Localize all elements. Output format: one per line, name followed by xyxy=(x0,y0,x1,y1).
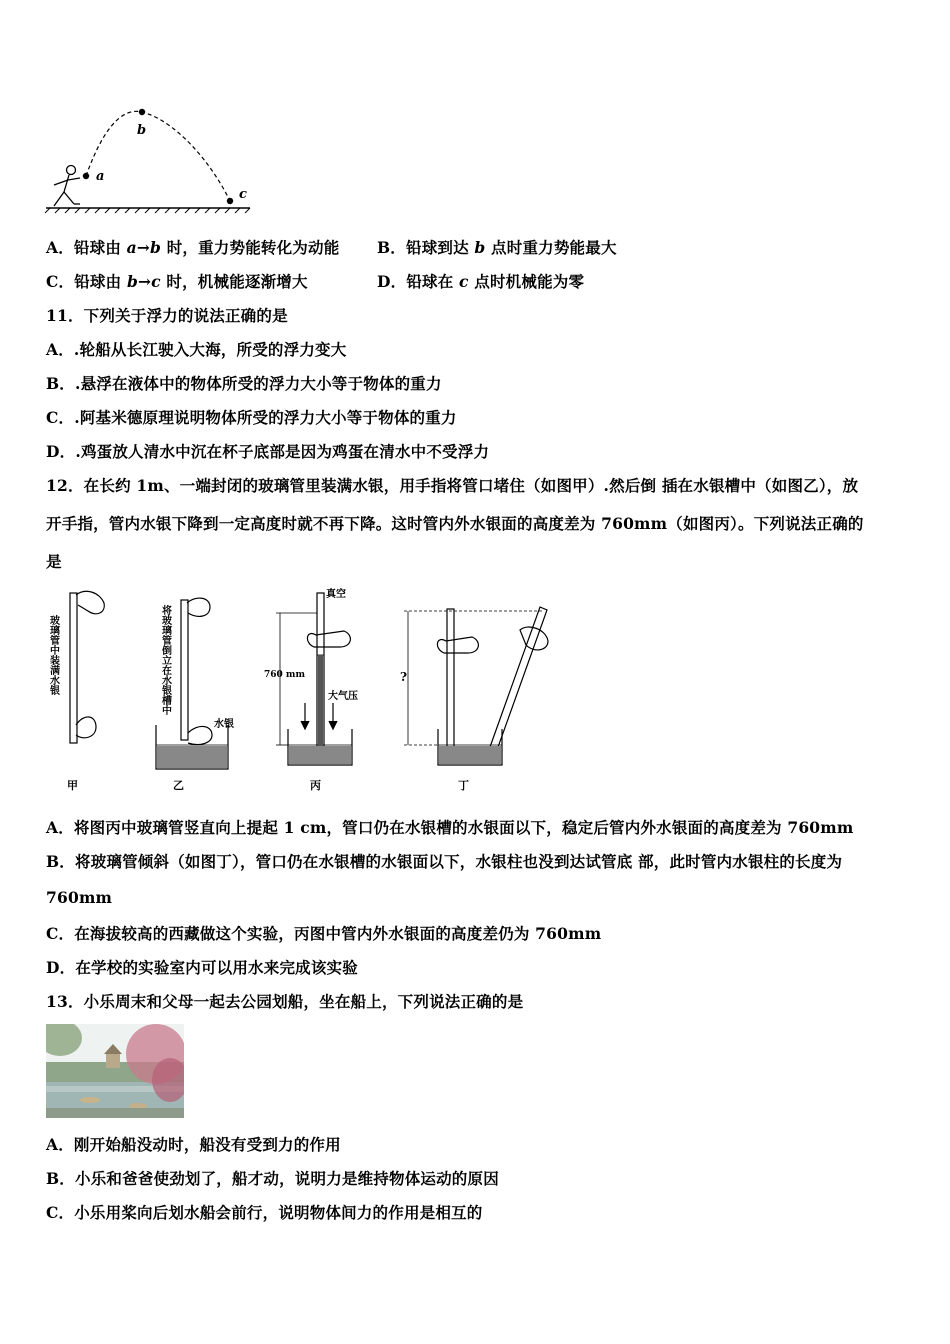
hand-yi-bottom xyxy=(188,726,212,744)
q11-stem: 11．下列关于浮力的说法正确的是 xyxy=(46,306,288,325)
label-c: c xyxy=(239,187,247,202)
caption-bing: 丙 xyxy=(310,779,321,792)
label-a: a xyxy=(96,169,105,184)
ding-question-label: ? xyxy=(400,670,408,684)
tube-yi xyxy=(181,600,188,740)
tube-jia xyxy=(70,593,77,743)
q11-option-c: C．.阿基米德原理说明物体所受的浮力大小等于物体的重力 xyxy=(46,408,457,427)
q12-option-b-line1: B．将玻璃管倾斜（如图丁），管口仍在水银槽的水银面以下，水银柱也没到达试管底 部，此时管内水银柱的长度为 xyxy=(46,852,843,871)
q12-option-a: A．将图丙中玻璃管竖直向上提起 1 cm，管口仍在水银槽的水银面以下，稳定后管内外水银面的高度差为 760mm xyxy=(46,818,854,837)
label-b: b xyxy=(137,123,147,138)
caption-yi: 乙 xyxy=(173,779,184,792)
q11-option-a: A．.轮船从长江驶入大海，所受的浮力变大 xyxy=(46,340,347,359)
q12-option-c: C．在海拔较高的西藏做这个实验，丙图中管内外水银面的高度差仍为 760mm xyxy=(46,924,602,943)
trajectory-path xyxy=(86,111,230,201)
tube-ding-tilted xyxy=(490,607,547,750)
hand-jia-top xyxy=(76,591,104,614)
ball-b xyxy=(139,109,145,115)
q10-option-b: B．铅球到达 b 点时重力势能最大 xyxy=(377,238,617,257)
q11-option-b: B．.悬浮在液体中的物体所受的浮力大小等于物体的重力 xyxy=(46,374,442,393)
q12-stem-line3: 是 xyxy=(46,552,62,571)
caption-ding: 丁 xyxy=(458,779,469,792)
ball-c xyxy=(227,198,233,204)
q12-stem-line2: 开手指，管内水银下降到一定高度时就不再下降。这时管内外水银面的高度差为 760mm（如图丙）。下列说法正确的 xyxy=(46,514,864,533)
bing-height-label: 760 mm xyxy=(264,670,305,680)
q13-stem: 13．小乐周末和父母一起去公园划船，坐在船上，下列说法正确的是 xyxy=(46,992,524,1011)
q12-option-b-line2: 760mm xyxy=(46,888,113,907)
yi-note: 将玻璃管倒立在水银槽中 xyxy=(159,605,171,715)
jia-note: 玻璃管中装满水银 xyxy=(47,615,59,695)
q12-stem-line1: 12．在长约 1m、一端封闭的玻璃管里装满水银，用手指将管口堵住（如图甲）.然后倒 插在水银槽中（如图乙），放 xyxy=(46,476,859,495)
q10-option-a: A．铅球由 a→b 时，重力势能转化为动能 xyxy=(46,238,340,257)
bing-vacuum-label: 真空 xyxy=(326,589,346,600)
torricelli-figure xyxy=(40,585,570,800)
tube-ding-vertical xyxy=(447,609,454,751)
hand-jia-bottom xyxy=(76,717,96,738)
shotput-figure xyxy=(40,100,260,215)
q12-option-d: D．在学校的实验室内可以用水来完成该实验 xyxy=(46,958,358,977)
q10-option-d: D．铅球在 c 点时机械能为零 xyxy=(377,272,585,291)
hand-yi-top xyxy=(187,598,210,616)
ball-a xyxy=(83,173,89,179)
park-boating-photo xyxy=(46,1024,184,1118)
yi-mercury-label: 水银 xyxy=(214,719,234,730)
thrower-figure xyxy=(54,166,80,207)
bing-atm-label: 大气压 xyxy=(328,691,358,702)
hand-ding xyxy=(437,637,478,653)
q11-option-d: D．.鸡蛋放人清水中沉在杯子底部是因为鸡蛋在清水中不受浮力 xyxy=(46,442,490,461)
q10-option-c: C．铅球由 b→c 时，机械能逐渐增大 xyxy=(46,272,308,291)
q13-option-c: C．小乐用桨向后划水船会前行，说明物体间力的作用是相互的 xyxy=(46,1203,483,1222)
hand-bing xyxy=(307,631,350,647)
q13-option-b: B．小乐和爸爸使劲划了，船才动，说明力是维持物体运动的原因 xyxy=(46,1169,499,1188)
q13-option-a: A．刚开始船没动时，船没有受到力的作用 xyxy=(46,1135,341,1154)
caption-jia: 甲 xyxy=(67,779,78,792)
